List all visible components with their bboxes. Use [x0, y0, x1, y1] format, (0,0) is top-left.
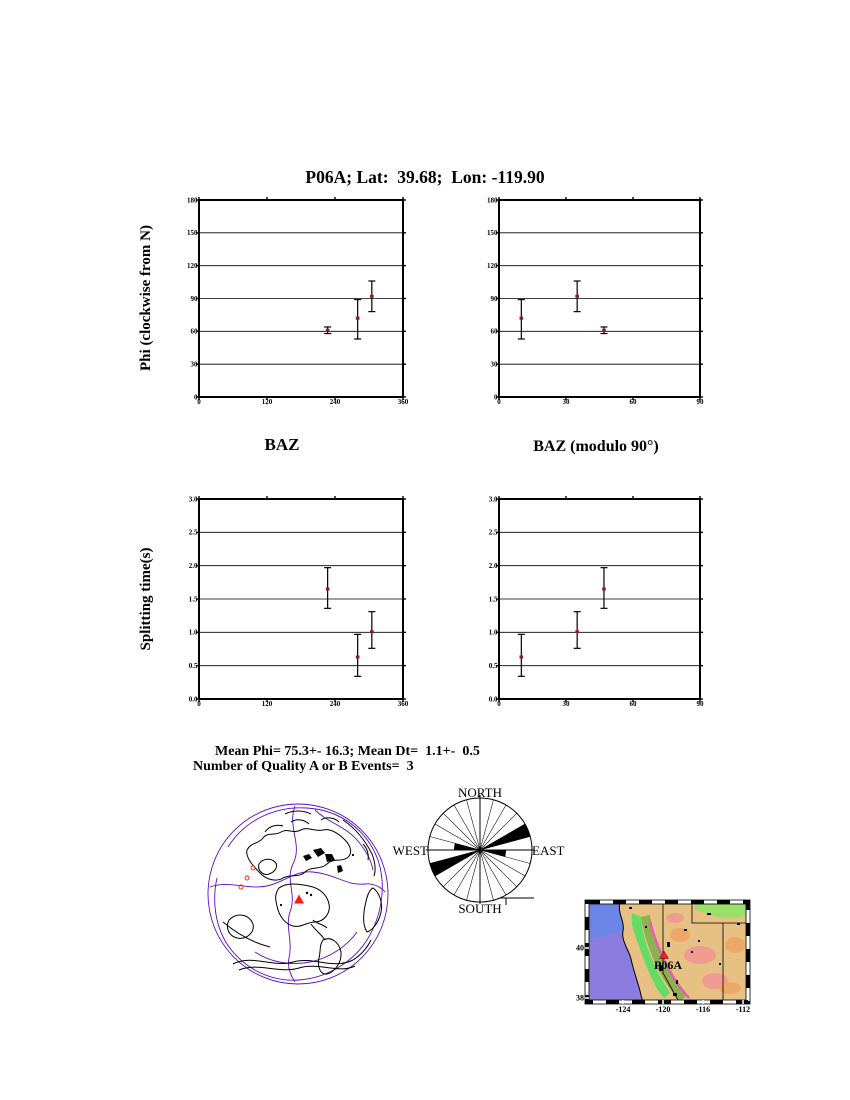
x-tick-label: 120: [261, 700, 273, 708]
baz-mod90-axis-label: BAZ (modulo 90°): [533, 438, 659, 455]
y-tick-label: 120: [487, 262, 498, 271]
dt-axis-label: Splitting time(s): [138, 547, 154, 651]
y-tick-label: 1.0: [488, 628, 498, 637]
dt-vs-baz-plot: [179, 493, 415, 715]
y-tick-label: 0.5: [188, 662, 198, 671]
inland-seas: [280, 848, 354, 906]
rose-sector-line: [467, 850, 480, 900]
y-tick-label: 0: [494, 393, 498, 402]
data-point: [370, 295, 374, 298]
world-globe-map: [195, 792, 405, 1002]
map-x-tick-label: -120: [655, 1005, 671, 1014]
data-point: [602, 588, 606, 591]
x-tick-label: 0: [197, 398, 201, 406]
x-tick-label: 240: [329, 700, 341, 708]
x-tick-label: 0: [197, 700, 201, 708]
y-tick-label: 60: [190, 327, 198, 336]
rose-label-south: SOUTH: [458, 901, 502, 916]
y-tick-label: 180: [187, 196, 198, 205]
y-tick-label: 1.0: [188, 628, 198, 637]
data-point: [520, 656, 524, 659]
data-point: [356, 656, 360, 659]
map-terrain: [587, 902, 748, 1002]
y-tick-label: 150: [487, 229, 498, 238]
y-tick-label: 2.5: [188, 528, 198, 537]
page-title: P06A; Lat: 39.68; Lon: -119.90: [305, 167, 545, 187]
x-tick-label: 360: [397, 398, 409, 406]
x-tick-label: 120: [261, 398, 273, 406]
y-tick-label: 2.0: [488, 562, 498, 571]
station-marker-globe: [294, 895, 304, 904]
y-tick-label: 2.5: [488, 528, 498, 537]
x-tick-label: 0: [497, 700, 501, 708]
data-point: [326, 329, 330, 332]
y-tick-label: 150: [187, 229, 198, 238]
data-point: [370, 630, 374, 633]
y-tick-label: 0.0: [188, 695, 198, 704]
rose-sector-line: [467, 800, 480, 850]
phi-vs-baz-mod90-plot: [479, 194, 712, 413]
map-x-tick-label: -116: [695, 1005, 711, 1014]
rose-label-north: NORTH: [458, 785, 502, 800]
rose-label-east: EAST: [532, 843, 565, 858]
station-location-map: [572, 893, 755, 1025]
x-tick-label: 30: [562, 398, 570, 406]
y-tick-label: 0: [194, 393, 198, 402]
rose-sector-lines: [428, 798, 532, 902]
map-y-tick-label: 38: [576, 993, 584, 1003]
mean-values-line: Mean Phi= 75.3+- 16.3; Mean Dt= 1.1+- 0.5: [215, 744, 480, 759]
y-tick-label: 30: [190, 360, 198, 369]
rose-sector-line: [480, 850, 517, 887]
y-tick-label: 1.5: [188, 595, 198, 604]
x-tick-label: 90: [696, 398, 704, 406]
map-y-tick-label: 40: [576, 943, 584, 953]
data-point: [575, 295, 579, 298]
rose-sector-line: [480, 850, 506, 895]
y-tick-label: 0.0: [488, 695, 498, 704]
data-point: [520, 317, 524, 320]
rose-label-west: WEST: [392, 843, 428, 858]
x-tick-label: 240: [329, 398, 341, 406]
data-point: [602, 329, 606, 332]
y-tick-label: 60: [490, 327, 498, 336]
x-tick-label: 360: [397, 700, 409, 708]
data-point: [575, 630, 579, 633]
x-tick-label: 90: [696, 700, 704, 708]
rose-scale-line: [499, 898, 534, 905]
map-station-label: P06A: [654, 958, 682, 972]
dt-vs-baz-mod90-plot: [479, 493, 712, 715]
map-x-tick-label: -112: [735, 1005, 751, 1014]
y-tick-label: 90: [190, 294, 198, 303]
continent-outlines: [223, 811, 382, 974]
rose-diagram: [392, 782, 565, 920]
data-point: [356, 317, 360, 320]
baz-axis-label: BAZ: [264, 435, 300, 454]
map-x-tick-label: -124: [615, 1005, 631, 1014]
y-tick-label: 180: [487, 196, 498, 205]
rose-sector-line: [454, 805, 480, 850]
x-tick-label: 0: [497, 398, 501, 406]
y-tick-label: 30: [490, 360, 498, 369]
y-tick-label: 2.0: [188, 562, 198, 571]
y-tick-label: 120: [187, 262, 198, 271]
y-tick-label: 0.5: [488, 662, 498, 671]
event-count-line: Number of Quality A or B Events= 3: [193, 759, 414, 774]
rose-sector-line: [480, 850, 493, 900]
y-tick-label: 3.0: [488, 495, 498, 504]
y-tick-label: 3.0: [188, 495, 198, 504]
rose-sector-line: [443, 813, 480, 850]
rose-sector-line: [480, 800, 493, 850]
phi-vs-baz-plot: [179, 194, 415, 413]
y-tick-label: 1.5: [488, 595, 498, 604]
data-point: [326, 588, 330, 591]
x-tick-label: 60: [629, 700, 637, 708]
y-tick-label: 90: [490, 294, 498, 303]
x-tick-label: 30: [562, 700, 570, 708]
phi-axis-label: Phi (clockwise from N): [138, 225, 154, 371]
x-tick-label: 60: [629, 398, 637, 406]
